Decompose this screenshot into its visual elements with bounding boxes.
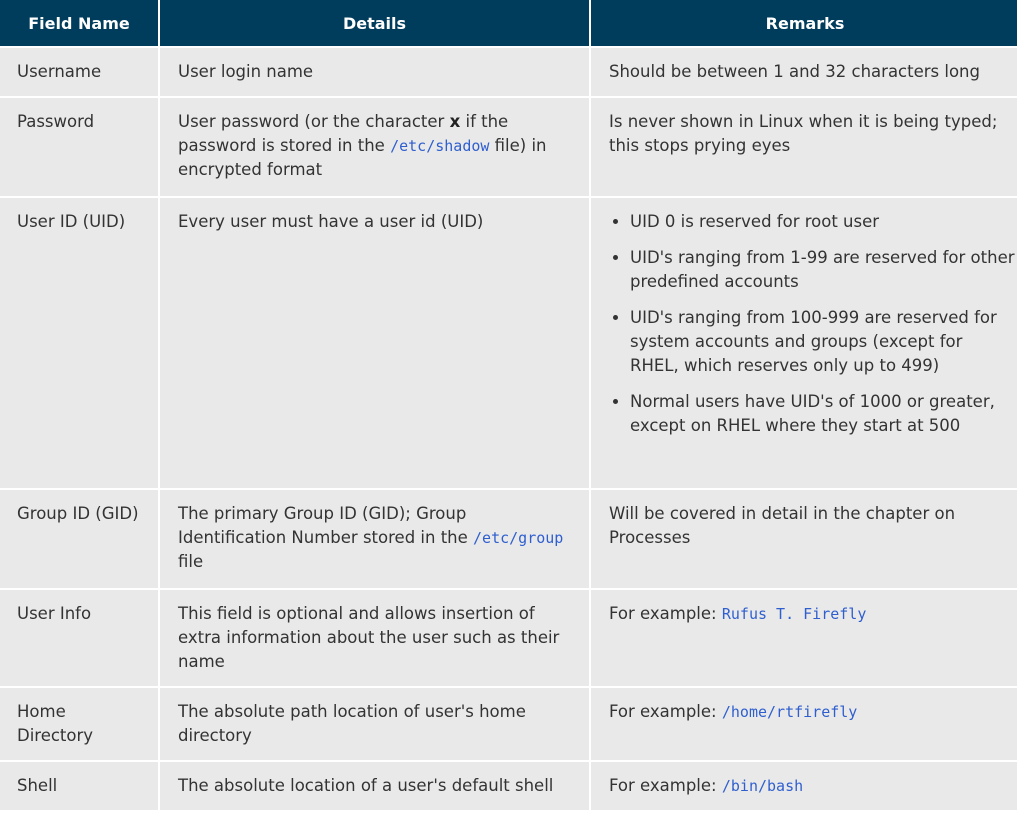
remarks-prefix: For example: [609,702,722,721]
list-item: • UID's ranging from 1-99 are reserved for other predefined accounts [630,246,1015,294]
details-cell: Every user must have a user id (UID) [160,198,589,488]
remarks-cell [591,762,1017,810]
shadow-file-path: /etc/shadow [390,137,490,155]
header-remarks: Remarks [591,0,1017,46]
table-row-username [0,48,1017,96]
list-item: • UID's ranging from 100-999 are reserved for system accounts and groups (except for RHEL, which reserves only up to 499) [630,306,1015,378]
details-text: User password (or the character [178,112,450,131]
header-row [0,0,1017,46]
details-cell [160,490,589,588]
remarks-cell [591,198,1017,488]
table-row-password [0,98,1017,196]
field-name-cell: User Info [0,590,158,686]
field-name-cell: Home Directory [0,688,158,760]
details-text: file [178,552,204,571]
remarks-cell: Is never shown in Linux when it is being typed; this stops prying eyes [591,98,1017,196]
table-row-user-info [0,590,1017,686]
header-field-name: Field Name [0,0,158,46]
remarks-prefix: For example: [609,604,722,623]
details-cell: User login name [160,48,589,96]
table-row-gid [0,490,1017,588]
group-file-path: /etc/group [473,529,564,547]
example-shell-path-code: /bin/bash [721,777,804,795]
uid-remarks-list [609,210,1015,438]
list-item: • UID 0 is reserved for root user [630,210,1015,234]
details-cell: The absolute path location of user's home directory [160,688,589,760]
details-text: if the password is stored in the [178,112,509,155]
example-home-path-code: /home/rtfirefly [721,703,858,721]
remarks-cell [591,590,1017,686]
details-cell: The absolute location of a user's default shell [160,762,589,810]
field-name-cell: Group ID (GID) [0,490,158,588]
field-name-cell: Password [0,98,158,196]
table-row-home-directory [0,688,1017,760]
table-row-shell [0,762,1017,810]
remarks-cell [591,688,1017,760]
header-details: Details [160,0,589,46]
details-bold-char: x [449,112,461,131]
remarks-cell: Should be between 1 and 32 characters long [591,48,1017,96]
table-row-uid [0,198,1017,488]
remarks-prefix: For example: [609,776,722,795]
field-name-cell: Username [0,48,158,96]
remarks-cell: Will be covered in detail in the chapter on Processes [591,490,1017,588]
details-cell: This field is optional and allows insertion of extra information about the user such as their name [160,590,589,686]
field-name-cell: User ID (UID) [0,198,158,488]
details-text: The primary Group ID (GID); Group Identification Number stored in the [178,504,474,547]
example-name-code: Rufus T. Firefly [721,605,867,623]
details-text: file) in encrypted format [178,136,547,179]
details-cell [160,98,589,196]
list-item: • Normal users have UID's of 1000 or greater, except on RHEL where they start at 500 [630,390,1015,438]
field-name-cell: Shell [0,762,158,810]
